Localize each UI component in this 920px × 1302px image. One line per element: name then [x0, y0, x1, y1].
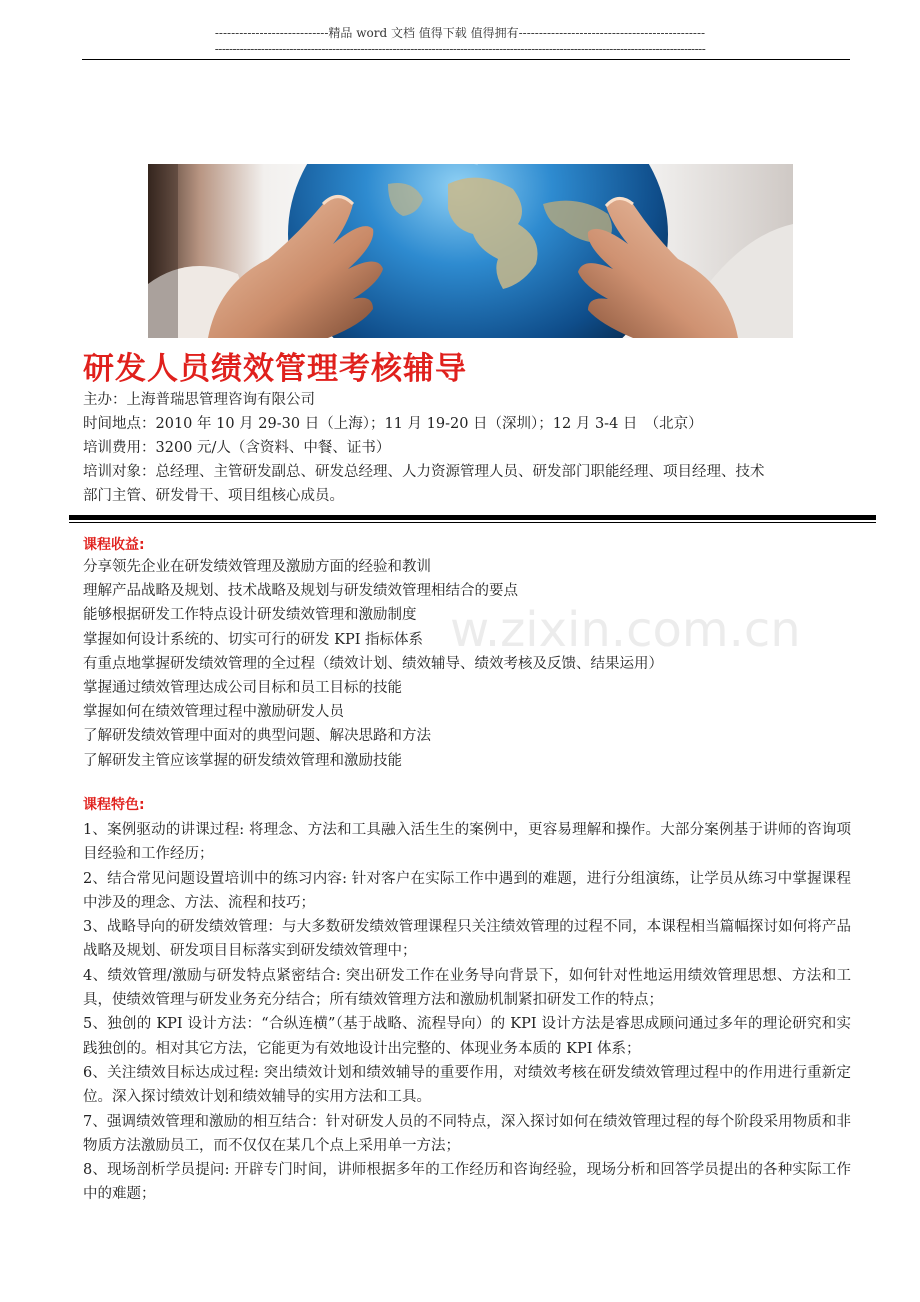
header-rule: [82, 59, 850, 60]
benefit-item: 有重点地掌握研发绩效管理的全过程（绩效计划、绩效辅导、绩效考核及反馈、结果运用）: [83, 655, 663, 672]
feature-item: 8、现场剖析学员提问: 开辟专门时间，讲师根据多年的工作经历和咨询经验，现场分析和回答学员提出的各种实际工作中的难题；: [83, 1162, 851, 1203]
feature-item: 5、独创的 KPI 设计方法：“合纵连横”（基于战略、流程导向）的 KPI 设计方法是睿思成顾问通过多年的理论研究和实践独创的。相对其它方法，它能更为有效地设计出完整的、体现业务本质的 KPI 体系；: [83, 1016, 851, 1057]
info-audience-line-1: 培训对象：总经理、主管研发副总、研发总经理、人力资源管理人员、研发部门职能经理、项目经理、技术: [83, 464, 765, 480]
watermark: w.zixin.com.cn: [450, 602, 801, 658]
feature-item: 1、案例驱动的讲课过程: 将理念、方法和工具融入活生生的案例中，更容易理解和操作。大部分案例基于讲师的咨询项目经验和工作经历；: [83, 822, 851, 863]
banner-image-hands-holding-globe: [148, 164, 793, 338]
section-divider-thick: [69, 515, 876, 520]
info-organizer: 主办：上海普瑞思管理咨询有限公司: [83, 392, 315, 408]
benefit-item: 掌握通过绩效管理达成公司目标和员工目标的技能: [83, 680, 402, 697]
features-heading: 课程特色:: [83, 797, 145, 813]
feature-item: 4、绩效管理/激励与研发特点紧密结合: 突出研发工作在业务导向背景下，如何针对性地运用绩效管理思想、方法和工具，使绩效管理与研发业务充分结合；所有绩效管理方法和激励机制紧扣研发工作的特点；: [83, 967, 851, 1009]
benefit-item: 掌握如何设计系统的、切实可行的研发 KPI 指标体系: [83, 631, 424, 648]
info-audience-line-2: 部门主管、研发骨干、项目组核心成员。: [83, 488, 344, 504]
benefit-item: 了解研发主管应该掌握的研发绩效管理和激励技能: [83, 752, 402, 769]
benefit-item: 理解产品战略及规划、技术战略及规划与研发绩效管理相结合的要点: [83, 583, 518, 600]
info-time-place: 时间地点：2010 年 10 月 29-30 日（上海）；11 月 19-20 日（深圳）；12 月 3-4 日 （北京）: [83, 416, 703, 432]
feature-item: 2、结合常见问题设置培训中的练习内容: 针对客户在实际工作中遇到的难题，进行分组演练，让学员从练习中掌握课程中涉及的理念、方法、流程和技巧；: [83, 870, 851, 911]
info-fee: 培训费用：3200 元/人（含资料、中餐、证书）: [83, 440, 391, 456]
features-list: [83, 818, 851, 1207]
benefits-list: [83, 555, 863, 773]
section-divider-thin: [69, 522, 876, 523]
feature-item: 6、关注绩效目标达成过程: 突出绩效计划和绩效辅导的重要作用，对绩效考核在研发绩效管理过程中的作用进行重新定位。深入探讨绩效计划和绩效辅导的实用方法和工具。: [83, 1064, 851, 1106]
benefit-item: 掌握如何在绩效管理过程中激励研发人员: [83, 704, 344, 721]
benefit-item: 了解研发绩效管理中面对的典型问题、解决思路和方法: [83, 728, 431, 745]
header-line-2: ------------------------------------------------------------------------------------------------------------------------------------------: [214, 42, 706, 56]
page-title: 研发人员绩效管理考核辅导: [83, 351, 467, 387]
header-line-1: ----------------------------精品 word 文档 值得下载 值得拥有----------------------------------------------: [214, 26, 706, 40]
feature-item: 7、强调绩效管理和激励的相互结合：针对研发人员的不同特点，深入探讨如何在绩效管理过程的每个阶段采用物质和非物质方法激励员工，而不仅仅在某几个点上采用单一方法；: [83, 1113, 851, 1154]
benefit-item: 能够根据研发工作特点设计研发绩效管理和激励制度: [83, 607, 417, 624]
benefits-heading: 课程收益:: [83, 537, 145, 553]
benefit-item: 分享领先企业在研发绩效管理及激励方面的经验和教训: [83, 559, 431, 575]
feature-item: 3、战略导向的研发绩效管理：与大多数研发绩效管理课程只关注绩效管理的过程不同，本课程相当篇幅探讨如何将产品战略及规划、研发项目目标落实到研发绩效管理中；: [83, 919, 851, 960]
